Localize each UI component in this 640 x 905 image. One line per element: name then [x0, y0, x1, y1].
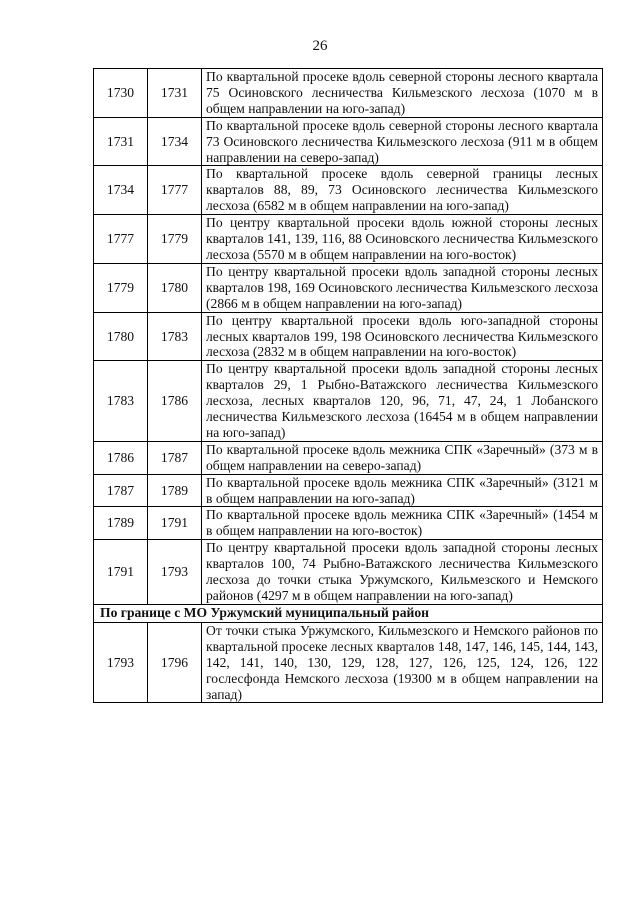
- table-row: [94, 361, 603, 442]
- point-from: 1786: [94, 441, 148, 474]
- point-from: 1783: [94, 361, 148, 442]
- segment-description: По квартальной просеке вдоль межника СПК «Заречный» (373 м в общем направлении на северо-запад): [202, 441, 603, 474]
- point-to: 1793: [148, 540, 202, 605]
- point-to: 1731: [148, 69, 202, 118]
- segment-description: По квартальной просеке вдоль межника СПК «Заречный» (1454 м в общем направлении на юго-восток): [202, 507, 603, 540]
- table-row: [94, 507, 603, 540]
- table-row: [94, 166, 603, 215]
- point-from: 1730: [94, 69, 148, 118]
- point-to: 1777: [148, 166, 202, 215]
- section-heading-row: [94, 604, 603, 622]
- segment-description: От точки стыка Уржумского, Кильмезского и Немского районов по квартальной просеке лесных кварталов 148, 147, 146, 145, 144, 143, 142, 141, 140, 130, 129, 128, 127, 126, 125, 124, 126, 122 гослесфонда Немского лесхоза (19300 м в общем направлении на запад): [202, 622, 603, 703]
- point-from: 1731: [94, 117, 148, 166]
- segment-description: По центру квартальной просеки вдоль юго-западной стороны лесных кварталов 199, 198 Осиновского лесничества Кильмезского лесхоза (2832 м в общем направлении на юго-восток): [202, 312, 603, 361]
- point-to: 1734: [148, 117, 202, 166]
- segment-description: По центру квартальной просеки вдоль южной стороны лесных кварталов 141, 139, 116, 88 Осиновского лесничества Кильмезского лесхоза (5570 м в общем направлении на юго-восток): [202, 215, 603, 264]
- point-to: 1783: [148, 312, 202, 361]
- point-from: 1734: [94, 166, 148, 215]
- table-row: [94, 69, 603, 118]
- point-from: 1787: [94, 474, 148, 507]
- point-to: 1796: [148, 622, 202, 703]
- segment-description: По квартальной просеке вдоль северной стороны лесного квартала 73 Осиновского лесничества Кильмезского лесхоза (911 м в общем направлении на северо-запад): [202, 117, 603, 166]
- segment-description: По центру квартальной просеки вдоль западной стороны лесных кварталов 198, 169 Осиновского лесничества Кильмезского лесхоза (2866 м в общем направлении на юго-запад): [202, 263, 603, 312]
- table-row: [94, 117, 603, 166]
- point-to: 1791: [148, 507, 202, 540]
- segment-description: По квартальной просеке вдоль межника СПК «Заречный» (3121 м в общем направлении на юго-запад): [202, 474, 603, 507]
- point-to: 1786: [148, 361, 202, 442]
- point-from: 1777: [94, 215, 148, 264]
- point-from: 1779: [94, 263, 148, 312]
- page-number: 26: [312, 38, 328, 54]
- section-heading: По границе с МО Уржумский муниципальный район: [94, 604, 603, 622]
- table-row: [94, 263, 603, 312]
- point-to: 1787: [148, 441, 202, 474]
- table-row: [94, 622, 603, 703]
- segment-description: По квартальной просеке вдоль северной границы лесных кварталов 88, 89, 73 Осиновского лесничества Кильмезского лесхоза (6582 м в общем направлении на юго-запад): [202, 166, 603, 215]
- table-row: [94, 441, 603, 474]
- segment-description: По центру квартальной просеки вдоль западной стороны лесных кварталов 29, 1 Рыбно-Ватажского лесничества Кильмезского лесхоза, лесных кварталов 120, 96, 71, 47, 24, 1 Лобанского лесничества Кильмезского лесхоза (16454 м в общем направлении на юго-запад): [202, 361, 603, 442]
- table-row: [94, 474, 603, 507]
- boundary-table: [93, 68, 603, 703]
- point-to: 1779: [148, 215, 202, 264]
- point-from: 1780: [94, 312, 148, 361]
- boundary-table-body: [94, 69, 603, 703]
- point-from: 1791: [94, 540, 148, 605]
- point-from: 1793: [94, 622, 148, 703]
- table-row: [94, 540, 603, 605]
- table-row: [94, 312, 603, 361]
- segment-description: По центру квартальной просеки вдоль западной стороны лесных кварталов 100, 74 Рыбно-Ватажского лесничества Кильмезского лесхоза до точки стыка Уржумского, Кильмезского и Немского районов (4297 м в общем направлении на юго-запад): [202, 540, 603, 605]
- table-row: [94, 215, 603, 264]
- point-from: 1789: [94, 507, 148, 540]
- point-to: 1789: [148, 474, 202, 507]
- point-to: 1780: [148, 263, 202, 312]
- segment-description: По квартальной просеке вдоль северной стороны лесного квартала 75 Осиновского лесничества Кильмезского лесхоза (1070 м в общем направлении на юго-запад): [202, 69, 603, 118]
